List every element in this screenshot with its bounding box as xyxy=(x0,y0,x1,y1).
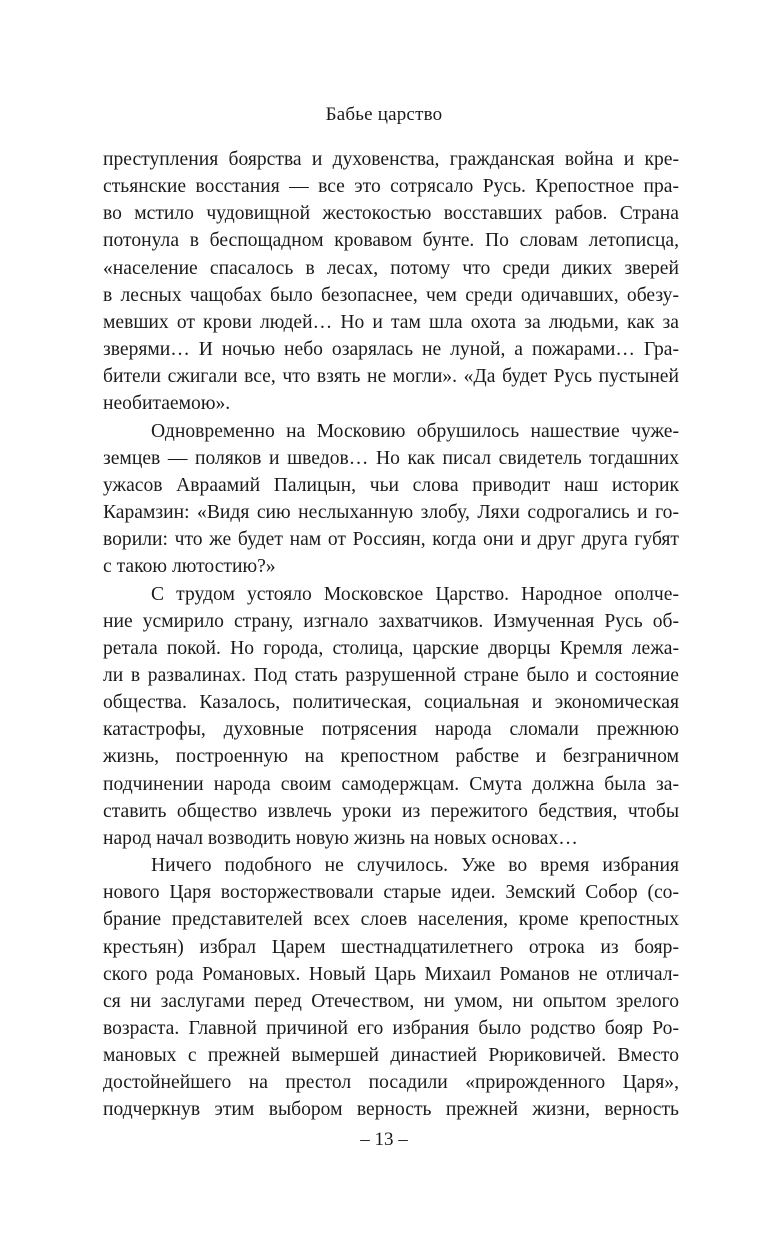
text-line: во мстило чудовищной жестокостью восставших рабов. Страна xyxy=(103,203,679,225)
text-line: преступления боярства и духовенства, гражданская война и кре- xyxy=(103,149,679,170)
text-line: потонула в беспощадном кровавом бунте. По словам летописца, xyxy=(103,230,679,252)
text-line: ние усмирило страну, изгнало захватчиков. Измученная Русь об- xyxy=(103,610,679,632)
text-line: необитаемою». xyxy=(103,393,231,415)
text-line: достойнейшего на престол посадили «прирожденного Царя», xyxy=(103,1072,679,1094)
paragraph xyxy=(103,581,679,853)
text-line: возраста. Главной причиной его избрания было родство бояр Ро- xyxy=(103,1018,679,1039)
text-line: Карамзин: «Видя сию неслыханную злобу, Ляхи содрогались и го- xyxy=(103,502,679,524)
paragraph xyxy=(103,418,679,581)
text-line: крестьян) избрал Царем шестнадцатилетнего отрока из бояр- xyxy=(103,936,679,958)
paragraph xyxy=(103,852,679,1124)
text-line: Ничего подобного не случилось. Уже во время избрания xyxy=(151,855,679,877)
text-line: бители сжигали все, что взять не могли». «Да будет Русь пустыней xyxy=(103,366,679,388)
body-text xyxy=(103,146,679,1124)
text-line: подчеркнув этим выбором верность прежней жизни, верность xyxy=(103,1099,679,1121)
text-line: народ начал возводить новую жизнь на новых основах… xyxy=(103,827,578,849)
text-line: ли в развалинах. Под стать разрушенной стране было и состояние xyxy=(103,664,679,686)
text-line: земцев — поляков и шведов… Но как писал свидетель тогдашних xyxy=(103,447,679,469)
text-line: ского рода Романовых. Новый Царь Михаил Романов не отличал- xyxy=(103,963,679,985)
running-head: Бабье царство xyxy=(325,104,443,125)
text-line: ужасов Авраамий Палицын, чьи слова приводит наш историк xyxy=(103,474,679,496)
paragraph xyxy=(103,146,679,418)
text-line: катастрофы, духовные потрясения народа сломали прежнюю xyxy=(103,719,679,741)
text-line: жизнь, построенную на крепостном рабстве и безграничном xyxy=(103,746,679,768)
text-line: «население спасалось в лесах, потому что среди диких зверей xyxy=(103,257,679,279)
text-line: подчинении народа своим самодержцам. Смута должна была за- xyxy=(103,773,679,795)
text-line: ворили: что же будет нам от Россиян, когда они и друг друга губят xyxy=(103,529,679,551)
text-line: мановых с прежней вымершей династией Рюриковичей. Вместо xyxy=(103,1045,679,1067)
page-number: – 13 – xyxy=(360,1129,408,1150)
text-line: общества. Казалось, политическая, социальная и экономическая xyxy=(103,692,679,714)
text-line: ретала покой. Но города, столица, царские дворцы Кремля лежа- xyxy=(103,637,679,659)
text-line: Одновременно на Московию обрушилось нашествие чуже- xyxy=(151,420,679,442)
text-line: ся ни заслугами перед Отечеством, ни умом, ни опытом зрелого xyxy=(103,990,679,1012)
text-line: в лесных чащобах было безопаснее, чем среди одичавших, обезу- xyxy=(103,284,679,306)
text-line: мевших от крови людей… Но и там шла охота за людьми, как за xyxy=(103,311,679,333)
text-line: нового Царя восторжествовали старые идеи. Земский Собор (со- xyxy=(103,882,679,904)
text-line: ставить общество извлечь уроки из пережитого бедствия, чтобы xyxy=(103,800,679,822)
text-line: брание представителей всех слоев населения, кроме крепостных xyxy=(103,909,679,931)
text-line: С трудом устояло Московское Царство. Народное ополче- xyxy=(151,583,679,605)
text-line: зверями… И ночью небо озарялась не луной, а пожарами… Гра- xyxy=(103,339,679,361)
text-line: с такою лютостию?» xyxy=(103,556,276,578)
text-line: стьянские восстания — все это сотрясало Русь. Крепостное пра- xyxy=(103,176,679,198)
